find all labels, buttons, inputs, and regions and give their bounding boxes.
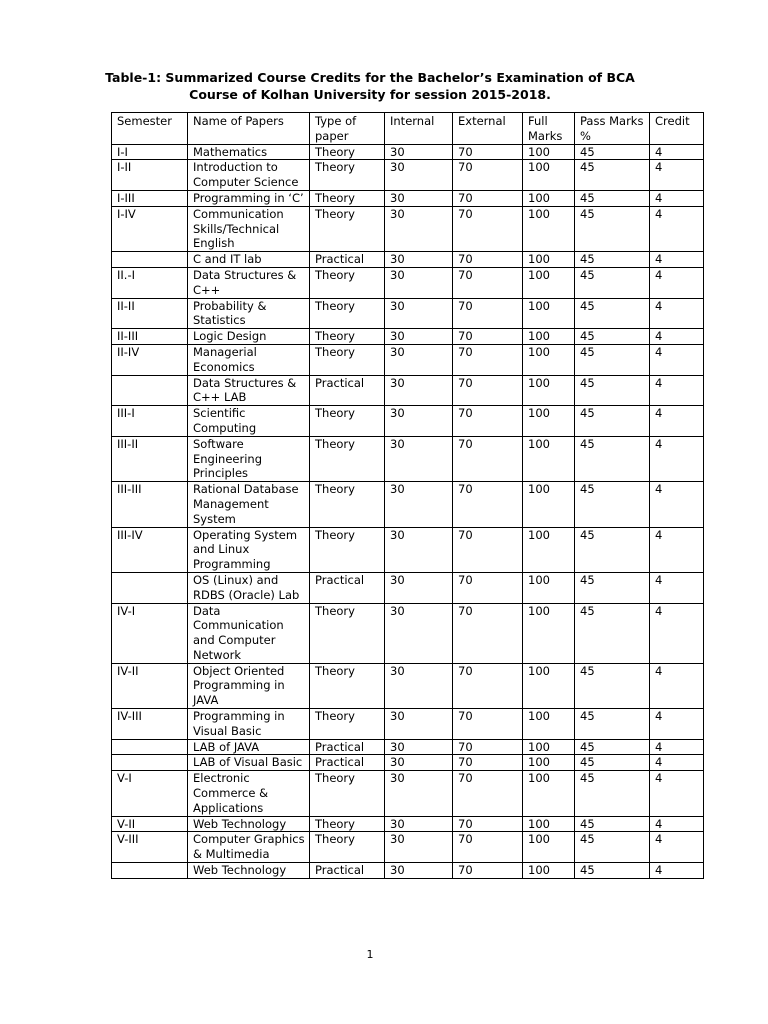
cell-semester: III-IV	[112, 527, 188, 572]
cell-type: Theory	[310, 144, 385, 160]
cell-credit: 4	[650, 298, 704, 329]
cell-full-marks: 100	[523, 298, 575, 329]
cell-internal: 30	[385, 816, 453, 832]
cell-credit: 4	[650, 832, 704, 863]
cell-internal: 30	[385, 482, 453, 527]
cell-pass-marks: 45	[575, 267, 650, 298]
cell-semester: III-III	[112, 482, 188, 527]
cell-paper-name: Programming in ‘C’	[188, 190, 310, 206]
cell-type: Theory	[310, 206, 385, 251]
cell-credit: 4	[650, 375, 704, 406]
cell-external: 70	[453, 863, 523, 879]
cell-external: 70	[453, 739, 523, 755]
cell-credit: 4	[650, 344, 704, 375]
cell-type: Theory	[310, 436, 385, 481]
cell-semester: I-III	[112, 190, 188, 206]
cell-pass-marks: 45	[575, 436, 650, 481]
cell-internal: 30	[385, 144, 453, 160]
table-row	[112, 375, 704, 406]
cell-pass-marks: 45	[575, 739, 650, 755]
table-row	[112, 739, 704, 755]
cell-credit: 4	[650, 329, 704, 345]
cell-credit: 4	[650, 267, 704, 298]
cell-full-marks: 100	[523, 527, 575, 572]
cell-internal: 30	[385, 739, 453, 755]
cell-internal: 30	[385, 190, 453, 206]
cell-external: 70	[453, 527, 523, 572]
cell-paper-name: Data Communication and Computer Network	[188, 603, 310, 663]
cell-pass-marks: 45	[575, 527, 650, 572]
cell-internal: 30	[385, 603, 453, 663]
cell-paper-name: Object Oriented Programming in JAVA	[188, 663, 310, 708]
cell-internal: 30	[385, 206, 453, 251]
cell-paper-name: OS (Linux) and RDBS (Oracle) Lab	[188, 572, 310, 603]
cell-pass-marks: 45	[575, 709, 650, 740]
cell-credit: 4	[650, 572, 704, 603]
cell-type: Practical	[310, 375, 385, 406]
cell-semester	[112, 252, 188, 268]
cell-type: Theory	[310, 663, 385, 708]
cell-full-marks: 100	[523, 344, 575, 375]
cell-semester: IV-II	[112, 663, 188, 708]
cell-internal: 30	[385, 375, 453, 406]
cell-internal: 30	[385, 252, 453, 268]
cell-external: 70	[453, 298, 523, 329]
cell-paper-name: LAB of JAVA	[188, 739, 310, 755]
table-row	[112, 190, 704, 206]
cell-internal: 30	[385, 832, 453, 863]
table-row	[112, 572, 704, 603]
table-row	[112, 406, 704, 437]
cell-internal: 30	[385, 436, 453, 481]
cell-pass-marks: 45	[575, 144, 650, 160]
cell-credit: 4	[650, 709, 704, 740]
cell-credit: 4	[650, 482, 704, 527]
cell-pass-marks: 45	[575, 771, 650, 816]
cell-external: 70	[453, 190, 523, 206]
table-row	[112, 816, 704, 832]
cell-pass-marks: 45	[575, 252, 650, 268]
table-row	[112, 771, 704, 816]
table-row	[112, 709, 704, 740]
cell-pass-marks: 45	[575, 344, 650, 375]
cell-credit: 4	[650, 527, 704, 572]
page-number: 1	[366, 948, 374, 961]
table-row	[112, 663, 704, 708]
cell-type: Practical	[310, 252, 385, 268]
cell-paper-name: Programming in Visual Basic	[188, 709, 310, 740]
cell-semester: I-II	[112, 160, 188, 191]
cell-semester: IV-III	[112, 709, 188, 740]
cell-paper-name: Computer Graphics & Multimedia	[188, 832, 310, 863]
cell-semester: V-III	[112, 832, 188, 863]
cell-external: 70	[453, 329, 523, 345]
cell-full-marks: 100	[523, 709, 575, 740]
cell-pass-marks: 45	[575, 375, 650, 406]
cell-type: Theory	[310, 771, 385, 816]
cell-pass-marks: 45	[575, 160, 650, 191]
table-row	[112, 206, 704, 251]
course-credits-table	[111, 112, 704, 879]
document-title	[0, 69, 740, 103]
cell-external: 70	[453, 375, 523, 406]
cell-credit: 4	[650, 436, 704, 481]
cell-semester: V-I	[112, 771, 188, 816]
cell-semester: II.-I	[112, 267, 188, 298]
cell-credit: 4	[650, 160, 704, 191]
cell-pass-marks: 45	[575, 863, 650, 879]
cell-full-marks: 100	[523, 663, 575, 708]
cell-full-marks: 100	[523, 739, 575, 755]
cell-external: 70	[453, 206, 523, 251]
cell-full-marks: 100	[523, 603, 575, 663]
cell-internal: 30	[385, 298, 453, 329]
cell-full-marks: 100	[523, 160, 575, 191]
cell-internal: 30	[385, 406, 453, 437]
cell-full-marks: 100	[523, 190, 575, 206]
cell-pass-marks: 45	[575, 603, 650, 663]
cell-full-marks: 100	[523, 832, 575, 863]
cell-external: 70	[453, 663, 523, 708]
cell-internal: 30	[385, 663, 453, 708]
cell-type: Theory	[310, 832, 385, 863]
header-external: External	[453, 113, 523, 145]
cell-internal: 30	[385, 267, 453, 298]
title-line-2: Course of Kolhan University for session 2015-2018.	[189, 87, 551, 102]
cell-external: 70	[453, 267, 523, 298]
cell-full-marks: 100	[523, 144, 575, 160]
table-row	[112, 436, 704, 481]
cell-semester	[112, 739, 188, 755]
cell-external: 70	[453, 160, 523, 191]
cell-type: Theory	[310, 816, 385, 832]
table-row	[112, 329, 704, 345]
cell-external: 70	[453, 709, 523, 740]
table-row	[112, 527, 704, 572]
cell-full-marks: 100	[523, 572, 575, 603]
cell-paper-name: Scientific Computing	[188, 406, 310, 437]
cell-credit: 4	[650, 771, 704, 816]
cell-external: 70	[453, 482, 523, 527]
cell-semester: V-II	[112, 816, 188, 832]
cell-paper-name: Electronic Commerce & Applications	[188, 771, 310, 816]
cell-full-marks: 100	[523, 252, 575, 268]
cell-full-marks: 100	[523, 816, 575, 832]
header-pass-marks: Pass Marks %	[575, 113, 650, 145]
cell-pass-marks: 45	[575, 663, 650, 708]
header-credit: Credit	[650, 113, 704, 145]
cell-external: 70	[453, 252, 523, 268]
cell-full-marks: 100	[523, 375, 575, 406]
cell-paper-name: LAB of Visual Basic	[188, 755, 310, 771]
cell-external: 70	[453, 144, 523, 160]
cell-external: 70	[453, 755, 523, 771]
cell-paper-name: Web Technology	[188, 816, 310, 832]
header-type-of-paper: Type of paper	[310, 113, 385, 145]
cell-semester	[112, 572, 188, 603]
header-internal: Internal	[385, 113, 453, 145]
cell-pass-marks: 45	[575, 832, 650, 863]
cell-semester	[112, 863, 188, 879]
table-row	[112, 863, 704, 879]
cell-pass-marks: 45	[575, 755, 650, 771]
cell-credit: 4	[650, 603, 704, 663]
cell-paper-name: Mathematics	[188, 144, 310, 160]
cell-semester: I-I	[112, 144, 188, 160]
table-row	[112, 482, 704, 527]
cell-paper-name: Operating System and Linux Programming	[188, 527, 310, 572]
cell-external: 70	[453, 816, 523, 832]
cell-credit: 4	[650, 144, 704, 160]
table-row	[112, 267, 704, 298]
cell-paper-name: Software Engineering Principles	[188, 436, 310, 481]
cell-type: Theory	[310, 344, 385, 375]
cell-internal: 30	[385, 771, 453, 816]
cell-full-marks: 100	[523, 863, 575, 879]
cell-semester: IV-I	[112, 603, 188, 663]
cell-semester	[112, 375, 188, 406]
cell-internal: 30	[385, 572, 453, 603]
cell-full-marks: 100	[523, 329, 575, 345]
cell-internal: 30	[385, 329, 453, 345]
cell-paper-name: Logic Design	[188, 329, 310, 345]
cell-credit: 4	[650, 252, 704, 268]
header-name-of-papers: Name of Papers	[188, 113, 310, 145]
table-row	[112, 252, 704, 268]
cell-full-marks: 100	[523, 771, 575, 816]
cell-internal: 30	[385, 709, 453, 740]
header-full-marks: Full Marks	[523, 113, 575, 145]
cell-pass-marks: 45	[575, 816, 650, 832]
cell-pass-marks: 45	[575, 572, 650, 603]
cell-full-marks: 100	[523, 755, 575, 771]
cell-semester: III-I	[112, 406, 188, 437]
cell-credit: 4	[650, 816, 704, 832]
cell-semester	[112, 755, 188, 771]
table-row	[112, 344, 704, 375]
cell-internal: 30	[385, 863, 453, 879]
cell-type: Theory	[310, 329, 385, 345]
cell-semester: III-II	[112, 436, 188, 481]
cell-type: Theory	[310, 482, 385, 527]
cell-full-marks: 100	[523, 482, 575, 527]
cell-credit: 4	[650, 739, 704, 755]
cell-external: 70	[453, 603, 523, 663]
cell-pass-marks: 45	[575, 190, 650, 206]
cell-type: Practical	[310, 863, 385, 879]
cell-paper-name: Managerial Economics	[188, 344, 310, 375]
cell-external: 70	[453, 406, 523, 437]
cell-full-marks: 100	[523, 436, 575, 481]
table-row	[112, 755, 704, 771]
cell-type: Theory	[310, 267, 385, 298]
cell-pass-marks: 45	[575, 206, 650, 251]
cell-credit: 4	[650, 406, 704, 437]
table-row	[112, 832, 704, 863]
cell-full-marks: 100	[523, 406, 575, 437]
table-row	[112, 298, 704, 329]
cell-type: Theory	[310, 298, 385, 329]
cell-paper-name: Communication Skills/Technical English	[188, 206, 310, 251]
cell-paper-name: C and IT lab	[188, 252, 310, 268]
cell-type: Theory	[310, 160, 385, 191]
cell-external: 70	[453, 572, 523, 603]
cell-paper-name: Probability & Statistics	[188, 298, 310, 329]
cell-type: Practical	[310, 739, 385, 755]
cell-paper-name: Rational Database Management System	[188, 482, 310, 527]
cell-type: Practical	[310, 572, 385, 603]
cell-internal: 30	[385, 344, 453, 375]
cell-credit: 4	[650, 206, 704, 251]
cell-type: Theory	[310, 603, 385, 663]
cell-paper-name: Web Technology	[188, 863, 310, 879]
cell-type: Theory	[310, 709, 385, 740]
cell-credit: 4	[650, 190, 704, 206]
table-row	[112, 160, 704, 191]
cell-type: Theory	[310, 406, 385, 437]
cell-full-marks: 100	[523, 267, 575, 298]
cell-external: 70	[453, 436, 523, 481]
cell-semester: I-IV	[112, 206, 188, 251]
header-semester: Semester	[112, 113, 188, 145]
cell-internal: 30	[385, 160, 453, 191]
cell-semester: II-IV	[112, 344, 188, 375]
table-row	[112, 144, 704, 160]
cell-internal: 30	[385, 527, 453, 572]
cell-credit: 4	[650, 863, 704, 879]
cell-paper-name: Data Structures & C++ LAB	[188, 375, 310, 406]
cell-internal: 30	[385, 755, 453, 771]
cell-paper-name: Introduction to Computer Science	[188, 160, 310, 191]
cell-type: Practical	[310, 755, 385, 771]
cell-type: Theory	[310, 527, 385, 572]
cell-external: 70	[453, 771, 523, 816]
table-header-row	[112, 113, 704, 145]
cell-credit: 4	[650, 663, 704, 708]
cell-paper-name: Data Structures & C++	[188, 267, 310, 298]
table-row	[112, 603, 704, 663]
cell-credit: 4	[650, 755, 704, 771]
title-line-1: Table-1: Summarized Course Credits for the Bachelor’s Examination of BCA	[105, 70, 635, 85]
cell-pass-marks: 45	[575, 298, 650, 329]
cell-semester: II-III	[112, 329, 188, 345]
cell-semester: II-II	[112, 298, 188, 329]
cell-pass-marks: 45	[575, 329, 650, 345]
cell-external: 70	[453, 344, 523, 375]
cell-type: Theory	[310, 190, 385, 206]
cell-pass-marks: 45	[575, 482, 650, 527]
cell-pass-marks: 45	[575, 406, 650, 437]
cell-full-marks: 100	[523, 206, 575, 251]
cell-external: 70	[453, 832, 523, 863]
